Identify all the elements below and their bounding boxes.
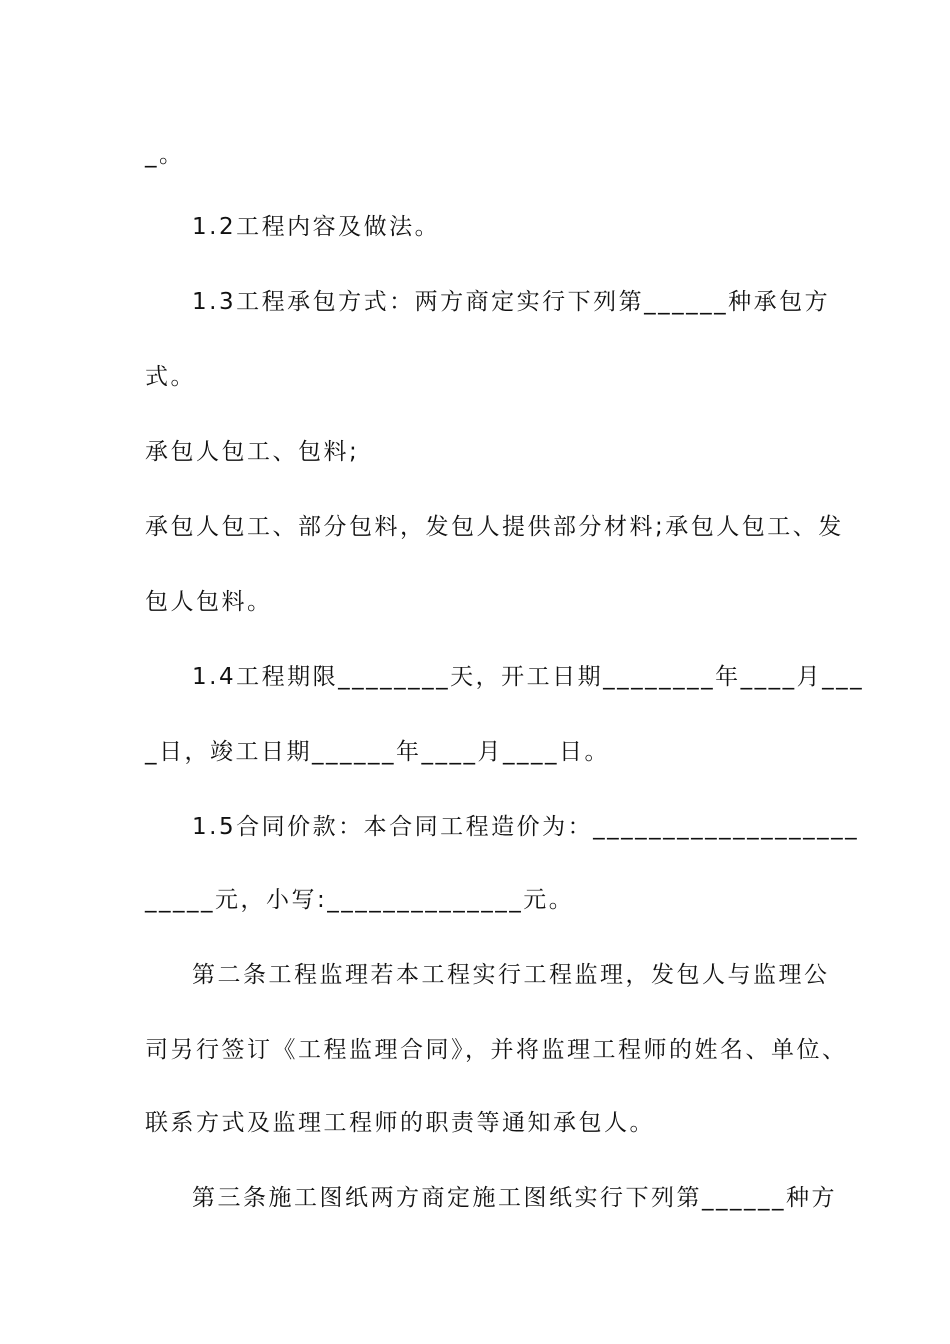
text-line-1: _。 — [145, 142, 185, 168]
text-line-11: _____元，小写:______________元。 — [145, 887, 575, 913]
text-line-8: 1.4工程期限________天，开工日期________年____月___ — [192, 664, 865, 690]
text-line-15: 第三条施工图纸两方商定施工图纸实行下列第______种方 — [192, 1185, 837, 1211]
text-line-3: 1.3工程承包方式：两方商定实行下列第______种承包方 — [192, 289, 831, 315]
text-line-4: 式。 — [145, 364, 196, 390]
text-line-6: 承包人包工、部分包料，发包人提供部分材料;承包人包工、发 — [145, 514, 844, 540]
text-line-7: 包人包料。 — [145, 589, 273, 615]
text-line-9: _日，竣工日期______年____月____日。 — [145, 739, 610, 765]
text-line-14: 联系方式及监理工程师的职责等通知承包人。 — [145, 1110, 655, 1136]
text-line-13: 司另行签订《工程监理合同》，并将监理工程师的姓名、单位、 — [145, 1037, 848, 1063]
text-line-5: 承包人包工、包料; — [145, 439, 360, 465]
text-line-12: 第二条工程监理若本工程实行工程监理，发包人与监理公 — [192, 962, 830, 988]
text-line-10: 1.5合同价款：本合同工程造价为：___________________ — [192, 814, 860, 840]
text-line-2: 1.2工程内容及做法。 — [192, 214, 441, 240]
